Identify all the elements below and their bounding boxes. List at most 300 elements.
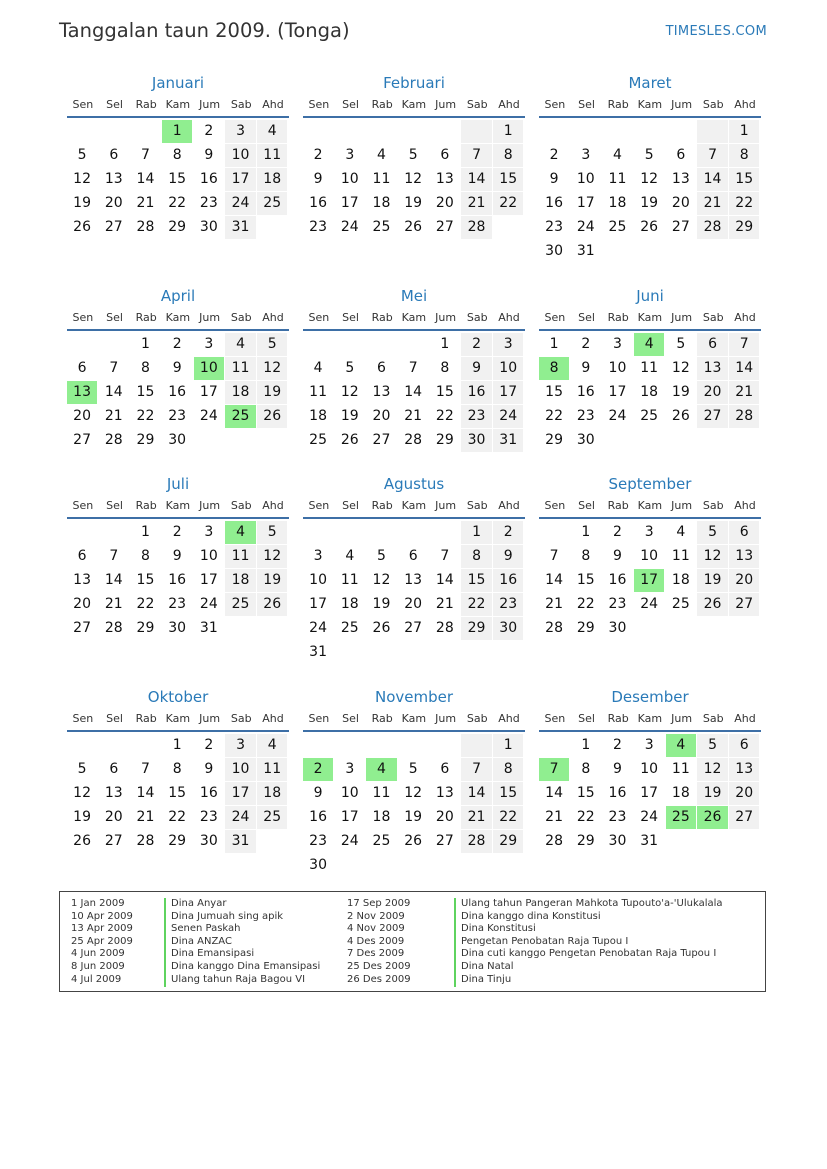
day-cell[interactable]: 24 — [340, 219, 359, 235]
day-cell[interactable]: 7 — [109, 548, 119, 564]
day-cell[interactable]: 23 — [576, 408, 595, 424]
day-cell[interactable]: 25 — [309, 432, 327, 448]
day-cell[interactable]: 21 — [545, 596, 563, 612]
day-cell[interactable]: 13 — [104, 171, 123, 187]
day-cell[interactable]: 8 — [172, 761, 182, 777]
day-cell[interactable]: 9 — [313, 171, 323, 187]
day-cell-holiday[interactable]: 25 — [225, 405, 255, 428]
day-cell[interactable]: 5 — [644, 147, 654, 163]
day-cell[interactable]: 14 — [104, 572, 123, 588]
day-cell[interactable]: 1 — [461, 521, 491, 544]
day-cell[interactable]: 30 — [493, 617, 523, 640]
day-cell[interactable]: 25 — [372, 219, 391, 235]
day-cell[interactable]: 18 — [257, 168, 287, 191]
day-cell[interactable]: 18 — [257, 782, 287, 805]
day-cell[interactable]: 30 — [461, 429, 491, 452]
day-cell[interactable]: 28 — [461, 830, 491, 853]
day-cell[interactable]: 12 — [697, 545, 727, 568]
day-cell[interactable]: 13 — [435, 785, 454, 801]
day-cell[interactable]: 1 — [493, 734, 523, 757]
day-cell[interactable]: 31 — [493, 429, 523, 452]
day-cell[interactable]: 21 — [136, 809, 155, 825]
day-cell[interactable]: 9 — [172, 548, 182, 564]
day-cell[interactable]: 21 — [404, 408, 423, 424]
day-cell[interactable]: 22 — [493, 806, 523, 829]
day-cell[interactable]: 27 — [729, 593, 759, 616]
day-cell-holiday[interactable]: 10 — [194, 357, 224, 380]
day-cell[interactable]: 19 — [257, 381, 287, 404]
day-cell[interactable]: 10 — [340, 171, 359, 187]
day-cell[interactable]: 28 — [729, 405, 759, 428]
day-cell[interactable]: 9 — [204, 147, 214, 163]
day-cell[interactable]: 29 — [136, 432, 155, 448]
day-cell[interactable]: 16 — [199, 171, 218, 187]
day-cell[interactable]: 14 — [545, 785, 563, 801]
day-cell[interactable]: 1 — [549, 336, 559, 352]
day-cell[interactable]: 5 — [257, 333, 287, 356]
day-cell[interactable]: 16 — [199, 785, 218, 801]
day-cell[interactable]: 1 — [581, 737, 591, 753]
day-cell[interactable]: 16 — [168, 384, 187, 400]
day-cell-holiday[interactable]: 7 — [539, 758, 569, 781]
day-cell[interactable]: 30 — [608, 833, 627, 849]
day-cell[interactable]: 19 — [73, 195, 91, 211]
day-cell[interactable]: 30 — [168, 432, 187, 448]
day-cell[interactable]: 29 — [729, 216, 759, 239]
day-cell[interactable]: 29 — [493, 830, 523, 853]
day-cell[interactable]: 11 — [225, 545, 255, 568]
day-cell[interactable]: 4 — [345, 548, 355, 564]
day-cell[interactable]: 5 — [77, 761, 87, 777]
day-cell[interactable]: 22 — [576, 809, 595, 825]
day-cell[interactable]: 8 — [440, 360, 450, 376]
day-cell[interactable]: 26 — [73, 833, 91, 849]
day-cell[interactable]: 11 — [372, 171, 391, 187]
day-cell[interactable]: 27 — [435, 833, 454, 849]
day-cell[interactable]: 23 — [199, 195, 218, 211]
day-cell[interactable]: 24 — [309, 620, 327, 636]
day-cell[interactable]: 23 — [168, 408, 187, 424]
day-cell[interactable]: 6 — [729, 521, 759, 544]
day-cell[interactable]: 15 — [493, 782, 523, 805]
day-cell[interactable]: 30 — [545, 243, 563, 259]
day-cell[interactable]: 14 — [461, 168, 491, 191]
day-cell[interactable]: 13 — [729, 758, 759, 781]
day-cell[interactable]: 2 — [613, 737, 622, 753]
day-cell[interactable]: 15 — [493, 168, 523, 191]
day-cell[interactable]: 7 — [440, 548, 450, 564]
day-cell[interactable]: 8 — [172, 147, 182, 163]
day-cell[interactable]: 28 — [545, 620, 563, 636]
day-cell[interactable]: 20 — [435, 195, 454, 211]
day-cell[interactable]: 2 — [493, 521, 523, 544]
day-cell[interactable]: 3 — [613, 336, 622, 352]
day-cell[interactable]: 30 — [199, 219, 218, 235]
day-cell[interactable]: 23 — [493, 593, 523, 616]
day-cell[interactable]: 20 — [729, 782, 759, 805]
day-cell[interactable]: 20 — [73, 596, 91, 612]
day-cell[interactable]: 2 — [581, 336, 591, 352]
day-cell[interactable]: 18 — [309, 408, 327, 424]
day-cell[interactable]: 4 — [313, 360, 323, 376]
day-cell[interactable]: 6 — [676, 147, 686, 163]
day-cell[interactable]: 10 — [225, 758, 255, 781]
day-cell[interactable]: 10 — [493, 357, 523, 380]
day-cell[interactable]: 23 — [461, 405, 491, 428]
day-cell[interactable]: 30 — [309, 857, 327, 873]
day-cell[interactable]: 13 — [435, 171, 454, 187]
day-cell[interactable]: 5 — [408, 761, 418, 777]
day-cell[interactable]: 25 — [257, 192, 287, 215]
day-cell[interactable]: 14 — [435, 572, 454, 588]
day-cell[interactable]: 4 — [377, 147, 386, 163]
day-cell[interactable]: 22 — [168, 809, 187, 825]
day-cell[interactable]: 26 — [257, 593, 287, 616]
day-cell[interactable]: 21 — [104, 596, 123, 612]
day-cell[interactable]: 17 — [608, 384, 627, 400]
day-cell[interactable]: 8 — [581, 761, 591, 777]
day-cell[interactable]: 27 — [729, 806, 759, 829]
day-cell[interactable]: 25 — [225, 593, 255, 616]
day-cell[interactable]: 9 — [172, 360, 182, 376]
day-cell[interactable]: 11 — [671, 548, 690, 564]
day-cell[interactable]: 15 — [576, 785, 595, 801]
day-cell[interactable]: 22 — [435, 408, 454, 424]
day-cell[interactable]: 28 — [136, 219, 155, 235]
day-cell[interactable]: 30 — [168, 620, 187, 636]
day-cell[interactable]: 6 — [77, 548, 87, 564]
day-cell[interactable]: 1 — [729, 120, 759, 143]
day-cell[interactable]: 9 — [581, 360, 591, 376]
day-cell[interactable]: 18 — [225, 569, 255, 592]
day-cell-holiday[interactable]: 26 — [697, 806, 727, 829]
day-cell[interactable]: 13 — [104, 785, 123, 801]
day-cell[interactable]: 1 — [141, 524, 150, 540]
day-cell[interactable]: 14 — [545, 572, 563, 588]
day-cell[interactable]: 16 — [545, 195, 563, 211]
day-cell[interactable]: 11 — [671, 761, 690, 777]
day-cell[interactable]: 25 — [340, 620, 359, 636]
day-cell[interactable]: 12 — [671, 360, 690, 376]
day-cell[interactable]: 10 — [640, 548, 659, 564]
day-cell[interactable]: 27 — [104, 833, 123, 849]
day-cell[interactable]: 31 — [225, 830, 255, 853]
day-cell[interactable]: 13 — [697, 357, 727, 380]
day-cell[interactable]: 9 — [461, 357, 491, 380]
day-cell[interactable]: 29 — [461, 617, 491, 640]
day-cell[interactable]: 25 — [257, 806, 287, 829]
day-cell[interactable]: 13 — [729, 545, 759, 568]
day-cell[interactable]: 24 — [576, 219, 595, 235]
day-cell-holiday[interactable]: 13 — [67, 381, 97, 404]
day-cell-holiday[interactable]: 4 — [634, 333, 664, 356]
day-cell[interactable]: 10 — [576, 171, 595, 187]
day-cell[interactable]: 19 — [340, 408, 359, 424]
day-cell[interactable]: 17 — [309, 596, 327, 612]
day-cell[interactable]: 12 — [340, 384, 359, 400]
day-cell[interactable]: 19 — [671, 384, 690, 400]
day-cell[interactable]: 26 — [340, 432, 359, 448]
day-cell[interactable]: 22 — [493, 192, 523, 215]
day-cell[interactable]: 21 — [729, 381, 759, 404]
day-cell[interactable]: 5 — [408, 147, 418, 163]
day-cell[interactable]: 11 — [257, 144, 287, 167]
day-cell[interactable]: 20 — [73, 408, 91, 424]
day-cell[interactable]: 3 — [225, 734, 255, 757]
day-cell[interactable]: 14 — [104, 384, 123, 400]
day-cell[interactable]: 10 — [225, 144, 255, 167]
day-cell[interactable]: 10 — [640, 761, 659, 777]
day-cell[interactable]: 21 — [545, 809, 563, 825]
day-cell[interactable]: 28 — [435, 620, 454, 636]
day-cell[interactable]: 11 — [640, 360, 659, 376]
day-cell[interactable]: 3 — [204, 336, 214, 352]
day-cell[interactable]: 14 — [461, 782, 491, 805]
day-cell[interactable]: 16 — [309, 809, 327, 825]
day-cell[interactable]: 1 — [581, 524, 591, 540]
day-cell[interactable]: 29 — [136, 620, 155, 636]
day-cell[interactable]: 29 — [576, 620, 595, 636]
day-cell[interactable]: 23 — [199, 809, 218, 825]
day-cell[interactable]: 21 — [697, 192, 727, 215]
day-cell[interactable]: 15 — [576, 572, 595, 588]
day-cell[interactable]: 29 — [576, 833, 595, 849]
day-cell[interactable]: 1 — [493, 120, 523, 143]
day-cell[interactable]: 24 — [640, 809, 659, 825]
day-cell[interactable]: 16 — [608, 572, 627, 588]
day-cell[interactable]: 24 — [199, 408, 218, 424]
day-cell[interactable]: 24 — [493, 405, 523, 428]
day-cell[interactable]: 3 — [493, 333, 523, 356]
day-cell[interactable]: 18 — [640, 384, 659, 400]
day-cell[interactable]: 19 — [73, 809, 91, 825]
day-cell[interactable]: 9 — [613, 761, 622, 777]
day-cell[interactable]: 21 — [461, 192, 491, 215]
day-cell[interactable]: 17 — [199, 572, 218, 588]
day-cell[interactable]: 13 — [73, 572, 91, 588]
day-cell[interactable]: 10 — [309, 572, 327, 588]
day-cell[interactable]: 9 — [204, 761, 214, 777]
day-cell[interactable]: 22 — [136, 596, 155, 612]
day-cell[interactable]: 7 — [109, 360, 119, 376]
day-cell[interactable]: 4 — [613, 147, 622, 163]
day-cell[interactable]: 27 — [104, 219, 123, 235]
day-cell[interactable]: 26 — [257, 405, 287, 428]
day-cell[interactable]: 17 — [493, 381, 523, 404]
day-cell[interactable]: 16 — [608, 785, 627, 801]
day-cell[interactable]: 25 — [640, 408, 659, 424]
day-cell[interactable]: 20 — [697, 381, 727, 404]
day-cell[interactable]: 15 — [136, 572, 155, 588]
day-cell[interactable]: 27 — [372, 432, 391, 448]
day-cell[interactable]: 13 — [372, 384, 391, 400]
day-cell[interactable]: 26 — [404, 833, 423, 849]
day-cell[interactable]: 17 — [225, 168, 255, 191]
day-cell[interactable]: 31 — [309, 644, 327, 660]
day-cell[interactable]: 11 — [309, 384, 327, 400]
day-cell[interactable]: 16 — [168, 572, 187, 588]
day-cell[interactable]: 24 — [640, 596, 659, 612]
day-cell[interactable]: 16 — [493, 569, 523, 592]
day-cell[interactable]: 11 — [608, 171, 627, 187]
day-cell[interactable]: 31 — [640, 833, 659, 849]
day-cell[interactable]: 17 — [576, 195, 595, 211]
day-cell[interactable]: 9 — [313, 785, 323, 801]
day-cell[interactable]: 28 — [461, 216, 491, 239]
day-cell[interactable]: 3 — [225, 120, 255, 143]
day-cell[interactable]: 6 — [440, 147, 450, 163]
day-cell[interactable]: 24 — [225, 806, 255, 829]
day-cell[interactable]: 5 — [345, 360, 355, 376]
day-cell[interactable]: 20 — [104, 195, 123, 211]
day-cell[interactable]: 9 — [549, 171, 559, 187]
day-cell[interactable]: 25 — [608, 219, 627, 235]
day-cell[interactable]: 20 — [404, 596, 423, 612]
day-cell[interactable]: 12 — [697, 758, 727, 781]
day-cell[interactable]: 18 — [372, 809, 391, 825]
day-cell[interactable]: 15 — [545, 384, 563, 400]
day-cell[interactable]: 26 — [671, 408, 690, 424]
day-cell[interactable]: 15 — [435, 384, 454, 400]
day-cell[interactable]: 2 — [204, 737, 214, 753]
day-cell[interactable]: 13 — [671, 171, 690, 187]
day-cell[interactable]: 10 — [340, 785, 359, 801]
day-cell[interactable]: 23 — [309, 219, 327, 235]
day-cell[interactable]: 9 — [613, 548, 622, 564]
day-cell[interactable]: 17 — [199, 384, 218, 400]
day-cell[interactable]: 27 — [404, 620, 423, 636]
day-cell[interactable]: 14 — [729, 357, 759, 380]
day-cell[interactable]: 7 — [141, 761, 150, 777]
day-cell[interactable]: 8 — [141, 360, 150, 376]
day-cell[interactable]: 19 — [257, 569, 287, 592]
day-cell[interactable]: 23 — [545, 219, 563, 235]
day-cell[interactable]: 12 — [404, 171, 423, 187]
day-cell[interactable]: 6 — [408, 548, 418, 564]
day-cell[interactable]: 24 — [225, 192, 255, 215]
day-cell[interactable]: 26 — [404, 219, 423, 235]
day-cell[interactable]: 6 — [109, 761, 119, 777]
day-cell[interactable]: 24 — [199, 596, 218, 612]
day-cell[interactable]: 7 — [461, 144, 491, 167]
day-cell[interactable]: 15 — [168, 171, 187, 187]
day-cell[interactable]: 3 — [581, 147, 591, 163]
day-cell[interactable]: 17 — [225, 782, 255, 805]
day-cell[interactable]: 12 — [73, 171, 91, 187]
day-cell[interactable]: 5 — [257, 521, 287, 544]
day-cell[interactable]: 2 — [313, 147, 323, 163]
day-cell[interactable]: 30 — [199, 833, 218, 849]
day-cell[interactable]: 17 — [340, 809, 359, 825]
day-cell[interactable]: 29 — [545, 432, 563, 448]
day-cell-holiday[interactable]: 2 — [303, 758, 333, 781]
day-cell[interactable]: 18 — [671, 572, 690, 588]
day-cell[interactable]: 18 — [372, 195, 391, 211]
day-cell[interactable]: 15 — [168, 785, 187, 801]
day-cell[interactable]: 12 — [257, 545, 287, 568]
day-cell[interactable]: 29 — [168, 833, 187, 849]
day-cell[interactable]: 11 — [225, 357, 255, 380]
day-cell[interactable]: 8 — [141, 548, 150, 564]
day-cell[interactable]: 17 — [640, 785, 659, 801]
day-cell[interactable]: 14 — [697, 168, 727, 191]
day-cell-holiday[interactable]: 4 — [666, 734, 696, 757]
day-cell[interactable]: 12 — [372, 572, 391, 588]
day-cell[interactable]: 19 — [404, 195, 423, 211]
day-cell[interactable]: 28 — [697, 216, 727, 239]
day-cell[interactable]: 19 — [404, 809, 423, 825]
day-cell[interactable]: 1 — [440, 336, 450, 352]
day-cell[interactable]: 5 — [697, 521, 727, 544]
day-cell[interactable]: 5 — [697, 734, 727, 757]
day-cell[interactable]: 24 — [340, 833, 359, 849]
day-cell[interactable]: 10 — [199, 548, 218, 564]
day-cell[interactable]: 25 — [671, 596, 690, 612]
day-cell[interactable]: 18 — [340, 596, 359, 612]
day-cell[interactable]: 20 — [671, 195, 690, 211]
day-cell[interactable]: 12 — [257, 357, 287, 380]
day-cell[interactable]: 3 — [345, 761, 355, 777]
day-cell[interactable]: 6 — [440, 761, 450, 777]
day-cell[interactable]: 1 — [172, 737, 182, 753]
day-cell[interactable]: 11 — [372, 785, 391, 801]
day-cell[interactable]: 4 — [257, 120, 287, 143]
day-cell[interactable]: 4 — [257, 734, 287, 757]
day-cell-holiday[interactable]: 4 — [225, 521, 255, 544]
day-cell[interactable]: 16 — [461, 381, 491, 404]
day-cell[interactable]: 6 — [729, 734, 759, 757]
day-cell[interactable]: 22 — [576, 596, 595, 612]
day-cell-holiday[interactable]: 4 — [366, 758, 396, 781]
day-cell[interactable]: 20 — [435, 809, 454, 825]
day-cell[interactable]: 23 — [309, 833, 327, 849]
day-cell[interactable]: 23 — [608, 596, 627, 612]
day-cell-holiday[interactable]: 1 — [162, 120, 192, 143]
day-cell[interactable]: 4 — [676, 524, 686, 540]
day-cell[interactable]: 11 — [340, 572, 359, 588]
day-cell[interactable]: 27 — [671, 219, 690, 235]
day-cell[interactable]: 2 — [461, 333, 491, 356]
day-cell[interactable]: 2 — [204, 123, 214, 139]
day-cell[interactable]: 19 — [372, 596, 391, 612]
brand-link[interactable]: TIMESLES.COM — [665, 24, 767, 39]
day-cell[interactable]: 7 — [141, 147, 150, 163]
day-cell[interactable]: 20 — [729, 569, 759, 592]
day-cell[interactable]: 2 — [549, 147, 559, 163]
day-cell[interactable]: 22 — [461, 593, 491, 616]
day-cell[interactable]: 3 — [313, 548, 323, 564]
day-cell[interactable]: 4 — [225, 333, 255, 356]
day-cell[interactable]: 27 — [73, 432, 91, 448]
day-cell[interactable]: 28 — [404, 432, 423, 448]
day-cell[interactable]: 15 — [136, 384, 155, 400]
day-cell[interactable]: 14 — [404, 384, 423, 400]
day-cell[interactable]: 5 — [77, 147, 87, 163]
day-cell[interactable]: 22 — [168, 195, 187, 211]
day-cell[interactable]: 14 — [136, 171, 155, 187]
day-cell[interactable]: 7 — [729, 333, 759, 356]
day-cell[interactable]: 15 — [729, 168, 759, 191]
day-cell[interactable]: 31 — [576, 243, 595, 259]
day-cell[interactable]: 28 — [104, 432, 123, 448]
day-cell[interactable]: 9 — [493, 545, 523, 568]
day-cell[interactable]: 6 — [697, 333, 727, 356]
day-cell[interactable]: 21 — [104, 408, 123, 424]
day-cell[interactable]: 28 — [136, 833, 155, 849]
day-cell[interactable]: 22 — [729, 192, 759, 215]
day-cell[interactable]: 29 — [435, 432, 454, 448]
day-cell[interactable]: 16 — [576, 384, 595, 400]
